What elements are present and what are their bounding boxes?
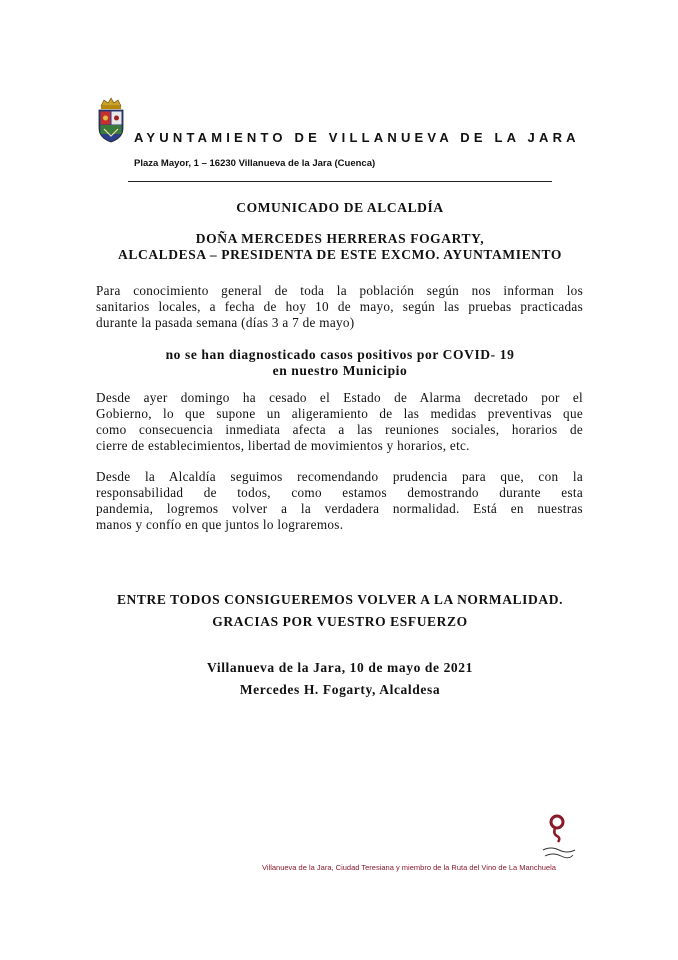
document-heading: COMUNICADO DE ALCALDÍA [236, 200, 444, 215]
paragraph-2-line: Gobierno, lo que supone un aligeramiento de las medidas preventivas que [96, 406, 583, 421]
header-divider [128, 181, 552, 182]
paragraph-2 [96, 390, 583, 454]
paragraph-3-line: Desde la Alcaldía seguimos recomendando prudencia para que, con la [96, 469, 583, 484]
signature-line: Mercedes H. Fogarty, Alcaldesa [239, 682, 441, 697]
paragraph-2-line: cierre de establecimientos, libertad de movimientos y horarios, etc. [96, 438, 470, 453]
coat-of-arms-icon [96, 96, 126, 144]
paragraph-3-line: manos y confío en que juntos lo lograremos. [96, 517, 344, 532]
municipality-address: Plaza Mayor, 1 – 16230 Villanueva de la Jara (Cuenca) [134, 158, 376, 169]
closing-line-2: GRACIAS POR VUESTRO ESFUERZO [212, 614, 468, 629]
paragraph-1 [96, 283, 583, 331]
author-line-2: ALCALDESA – PRESIDENTA DE ESTE EXCMO. AYUNTAMIENTO [118, 247, 562, 262]
paragraph-1-line: durante la pasada semana (días 3 a 7 de mayo) [96, 315, 355, 330]
paragraph-2-line: como consecuencia inmediata afecta a las reuniones sociales, horarios de [96, 422, 583, 437]
paragraph-1-line: sanitarios locales, a fecha de hoy 10 de mayo, según las pruebas practicadas [96, 299, 583, 314]
date-line: Villanueva de la Jara, 10 de mayo de 2021 [207, 660, 473, 675]
paragraph-3-line: pandemia, logremos volver a la verdadera normalidad. Está en nuestras [96, 501, 583, 516]
paragraph-1-line: Para conocimiento general de toda la población según nos informan los [96, 283, 583, 298]
paragraph-3 [96, 469, 583, 533]
closing-line-1: ENTRE TODOS CONSIGUEREMOS VOLVER A LA NORMALIDAD. [116, 592, 564, 607]
highlight-line-1: no se han diagnosticado casos positivos por COVID- 19 [165, 347, 515, 362]
municipality-title: AYUNTAMIENTO DE VILLANUEVA DE LA JARA [134, 130, 580, 145]
highlight-line-2: en nuestro Municipio [272, 363, 408, 378]
paragraph-3-line: responsabilidad de todos, como estamos demostrando durante esta [96, 485, 583, 500]
paragraph-2-line: Desde ayer domingo ha cesado el Estado de Alarma decretado por el [96, 390, 583, 405]
author-line-1: DOÑA MERCEDES HERRERAS FOGARTY, [195, 231, 485, 246]
footer-text: Villanueva de la Jara, Ciudad Teresiana y miembro de la Ruta del Vino de La Manchuela [262, 863, 556, 872]
wine-route-logo-icon [533, 812, 581, 862]
